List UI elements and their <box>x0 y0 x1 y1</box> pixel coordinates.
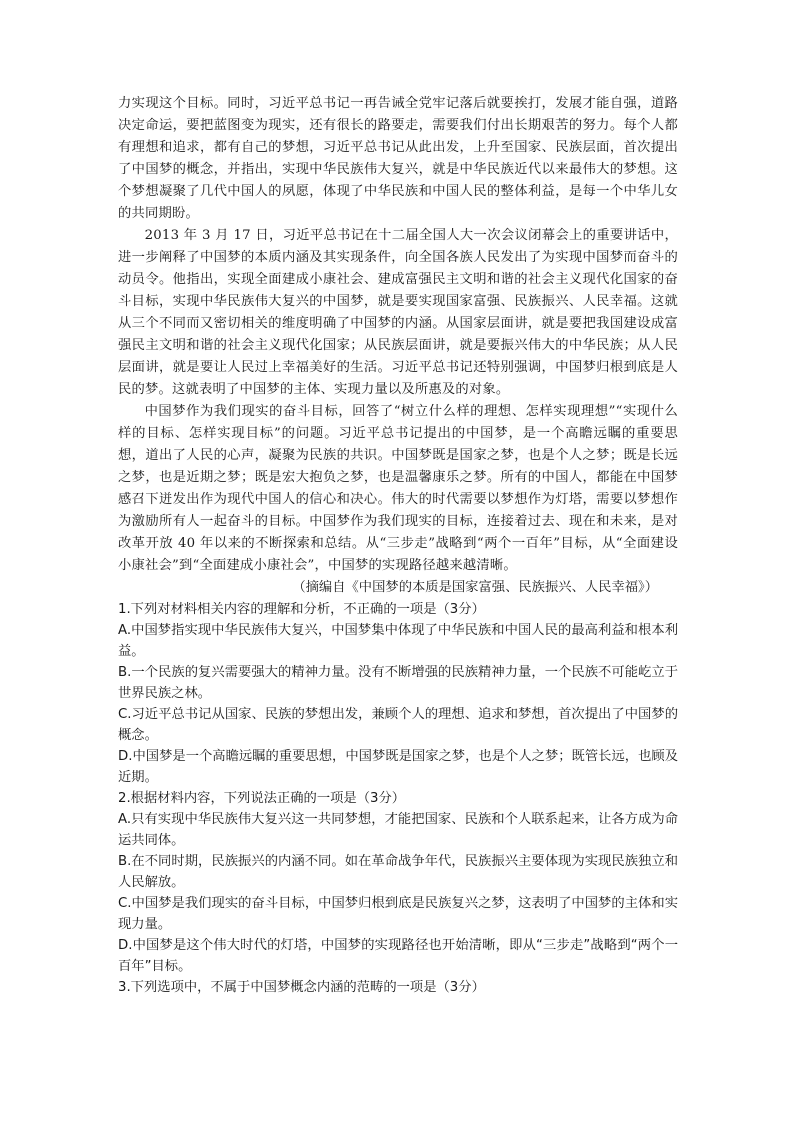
option-d: D.中国梦是一个高瞻远瞩的重要思想，中国梦既是国家之梦，也是个人之梦；既管长远，也顾及近期。 <box>118 749 678 785</box>
option-d: D.中国梦是这个伟大时代的灯塔，中国梦的实现路径也开始清晰，即从“三步走”战略到“两个一百年”目标。 <box>118 938 678 974</box>
option-b: B.在不同时期，民族振兴的内涵不同。如在革命战争年代，民族振兴主要体现为实现民族独立和人民解放。 <box>118 854 678 890</box>
question-stem: 2.根据材料内容，下列说法正确的一项是（3分） <box>118 791 406 806</box>
option-a: A.中国梦指实现中华民族伟大复兴，中国梦集中体现了中华民族和中国人民的最高利益和根本利益。 <box>118 623 678 659</box>
passage-paragraph-1: 力实现这个目标。同时，习近平总书记一再告诫全党牢记落后就要挨打，发展才能自强，道路决定命运，要把蓝图变为现实，还有很长的路要走，需要我们付出长期艰苦的努力。每个人都有理想和追求，都有自己的梦想，习近平总书记从此出发，上升至国家、民族层面，首次提出了中国梦的概念，并指出，实现中华民族伟大复兴，就是中华民族近代以来最伟大的梦想。这个梦想凝聚了几代中国人的夙愿，体现了中华民族和中国人民的整体利益，是每一个中华儿女的共同期盼。 <box>118 96 678 221</box>
question-3 <box>118 977 678 998</box>
document-content <box>118 93 678 998</box>
passage-source: （摘编自《中国梦的本质是国家富强、民族振兴、人民幸福》） <box>292 580 658 595</box>
question-stem: 1.下列对材料相关内容的理解和分析，不正确的一项是（3分） <box>118 602 485 617</box>
passage-paragraph-2: 2013 年 3 月 17 日，习近平总书记在十二届全国人大一次会议闭幕会上的重要讲话中，进一步阐释了中国梦的本质内涵及其实现条件，向全国各族人民发出了为实现中国梦而奋斗的动员令。他指出，实现全面建成小康社会、建成富强民主文明和谐的社会主义现代化国家的奋斗目标，实现中华民族伟大复兴的中国梦，就是要实现国家富强、民族振兴、人民幸福。这就从三个不同而又密切相关的维度明确了中国梦的内涵。从国家层面讲，就是要把我国建设成富强民主文明和谐的社会主义现代化国家；从民族层面讲，就是要振兴伟大的中华民族；从人民层面讲，就是要让人民过上幸福美好的生活。习近平总书记还特别强调，中国梦归根到底是人民的梦。这就表明了中国梦的主体、实现力量以及所惠及的对象。 <box>118 228 678 397</box>
question-stem: 3.下列选项中，不属于中国梦概念内涵的范畴的一项是（3分） <box>118 980 485 995</box>
option-c: C.习近平总书记从国家、民族的梦想出发，兼顾个人的理想、追求和梦想，首次提出了中国梦的概念。 <box>118 707 678 743</box>
option-b: B.一个民族的复兴需要强大的精神力量。没有不断增强的民族精神力量，一个民族不可能屹立于世界民族之林。 <box>118 665 678 701</box>
option-a: A.只有实现中华民族伟大复兴这一共同梦想，才能把国家、民族和个人联系起来，让各方成为命运共同体。 <box>118 812 678 848</box>
question-1 <box>118 599 678 788</box>
question-2 <box>118 788 678 977</box>
passage-paragraph-3: 中国梦作为我们现实的奋斗目标，回答了“树立什么样的理想、怎样实现理想”“实现什么样的目标、怎样实现目标”的问题。习近平总书记提出的中国梦，是一个高瞻远瞩的重要思想，道出了人民的心声，凝聚为民族的共识。中国梦既是国家之梦，也是个人之梦；既是长远之梦，也是近期之梦；既是宏大抱负之梦，也是温馨康乐之梦。所有的中国人，都能在中国梦感召下迸发出作为现代中国人的信心和决心。伟大的时代需要以梦想作为灯塔，需要以梦想作为激励所有人一起奋斗的目标。中国梦作为我们现实的目标，连接着过去、现在和未来，是对改革开放 40 年以来的不断探索和总结。从“三步走”战略到“两个一百年”目标，从“全面建设小康社会”到“全面建成小康社会”，中国梦的实现路径越来越清晰。 <box>118 404 678 573</box>
option-c: C.中国梦是我们现实的奋斗目标，中国梦归根到底是民族复兴之梦，这表明了中国梦的主体和实现力量。 <box>118 896 678 932</box>
